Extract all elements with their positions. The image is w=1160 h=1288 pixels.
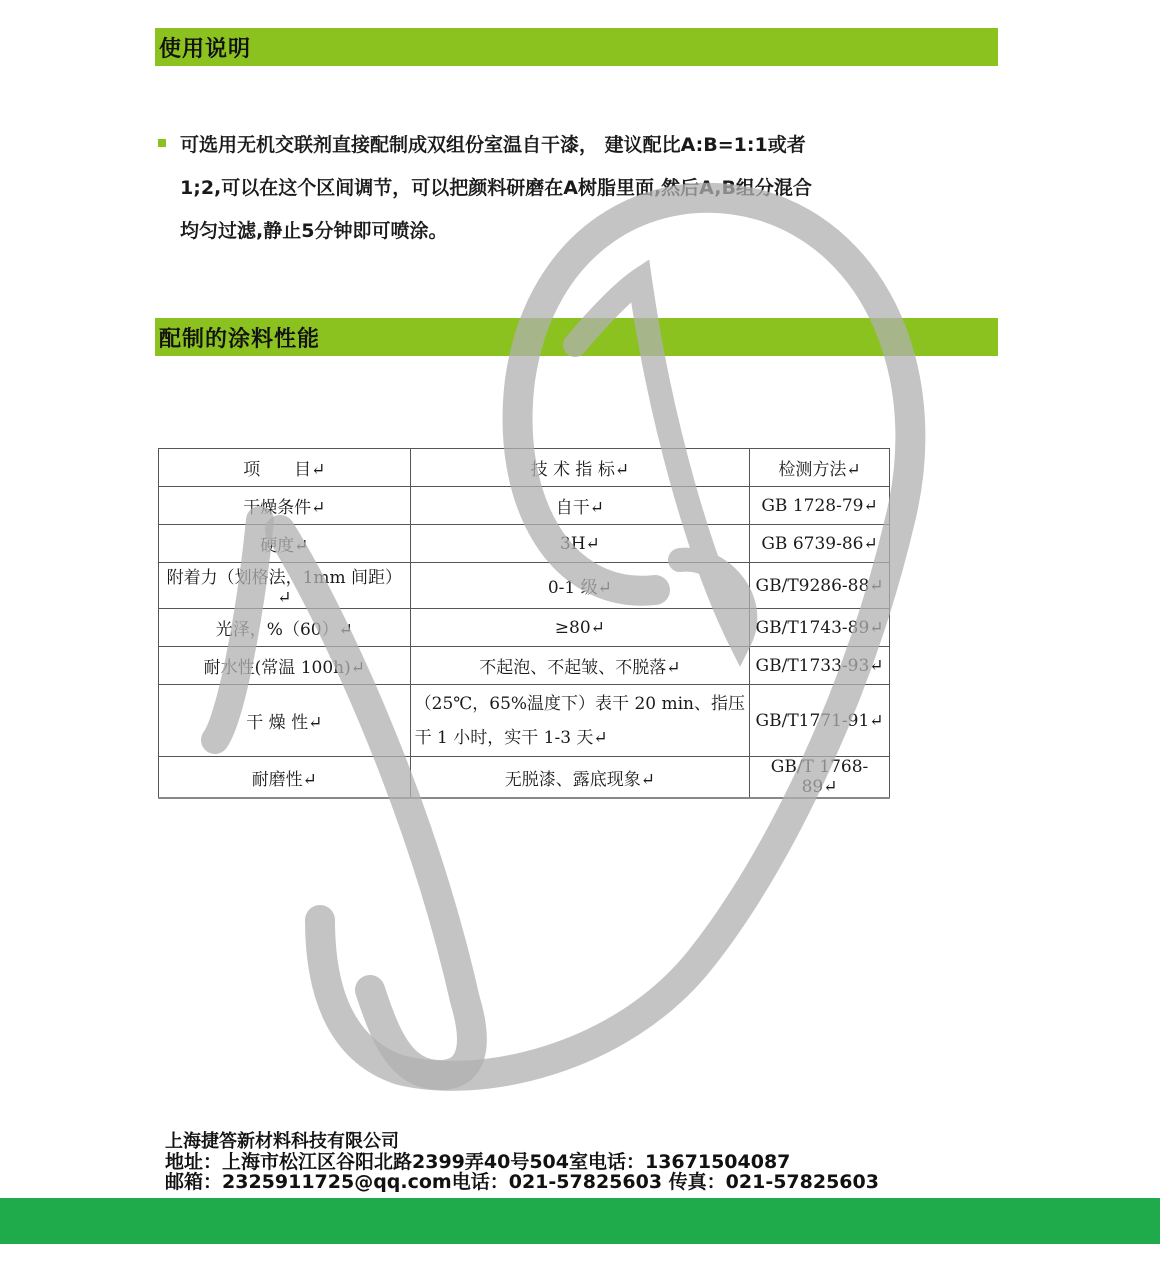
cell-method: GB 6739-86↵	[750, 525, 890, 563]
header-method: 检测方法↵	[750, 449, 890, 487]
cell-spec: （25℃，65%温度下）表干 20 min、指压干 1 小时，实干 1-3 天↵	[410, 685, 749, 757]
cell-item: 耐水性(常温 100h)↵	[159, 647, 411, 685]
cell-spec: 自干↵	[410, 487, 749, 525]
cell-spec: 不起泡、不起皱、不脱落↵	[410, 647, 749, 685]
table-row	[159, 609, 890, 647]
cell-item: 耐磨性↵	[159, 757, 411, 799]
bullet-icon	[158, 139, 166, 147]
footer-address: 地址：上海市松江区谷阳北路2399弄40号504室电话：13671504087	[165, 1151, 791, 1173]
cell-spec: 3H↵	[410, 525, 749, 563]
cell-method: GB/T1733-93↵	[750, 647, 890, 685]
cell-spec: 0-1 级↵	[410, 563, 749, 609]
cell-method: GB/T 1768-89↵	[750, 757, 890, 799]
footer-company-name: 上海捷答新材料科技有限公司	[165, 1131, 399, 1152]
table-row	[159, 563, 890, 609]
table-row	[159, 647, 890, 685]
cell-method: GB 1728-79↵	[750, 487, 890, 525]
coating-properties-table	[158, 448, 890, 799]
table-row	[159, 487, 890, 525]
footer-green-band	[0, 1198, 1160, 1244]
cell-method: GB/T9286-88↵	[750, 563, 890, 609]
footer-email: 邮箱：2325911725@qq.com电话：021-57825603 传真：021-57825603	[165, 1171, 879, 1193]
cell-spec: ≥80↵	[410, 609, 749, 647]
usage-text-line-1: 可选用无机交联剂直接配制成双组份室温自干漆， 建议配比A:B=1:1或者	[180, 134, 806, 156]
section-header-usage	[155, 28, 998, 66]
cell-method: GB/T1771-91↵	[750, 685, 890, 757]
table-header-row	[159, 449, 890, 487]
table-row	[159, 525, 890, 563]
cell-spec: 无脱漆、露底现象↵	[410, 757, 749, 799]
cell-item: 干燥条件↵	[159, 487, 411, 525]
section-title-properties: 配制的涂料性能	[159, 327, 321, 352]
section-header-properties	[155, 318, 998, 356]
cell-method: GB/T1743-89↵	[750, 609, 890, 647]
table-row	[159, 757, 890, 799]
section-title-usage: 使用说明	[159, 37, 252, 62]
cell-item: 硬度↵	[159, 525, 411, 563]
header-item: 项 目↵	[159, 449, 411, 487]
header-spec: 技 术 指 标↵	[410, 449, 749, 487]
cell-item: 光泽，%（60）↵	[159, 609, 411, 647]
cell-item: 附着力（划格法，1mm 间距）↵	[159, 563, 411, 609]
table-row	[159, 685, 890, 757]
cell-item: 干 燥 性↵	[159, 685, 411, 757]
usage-text-line-2: 1;2,可以在这个区间调节，可以把颜料研磨在A树脂里面,然后A,B组分混合	[180, 177, 812, 199]
usage-text-line-3: 均匀过滤,静止5分钟即可喷涂。	[180, 220, 448, 242]
